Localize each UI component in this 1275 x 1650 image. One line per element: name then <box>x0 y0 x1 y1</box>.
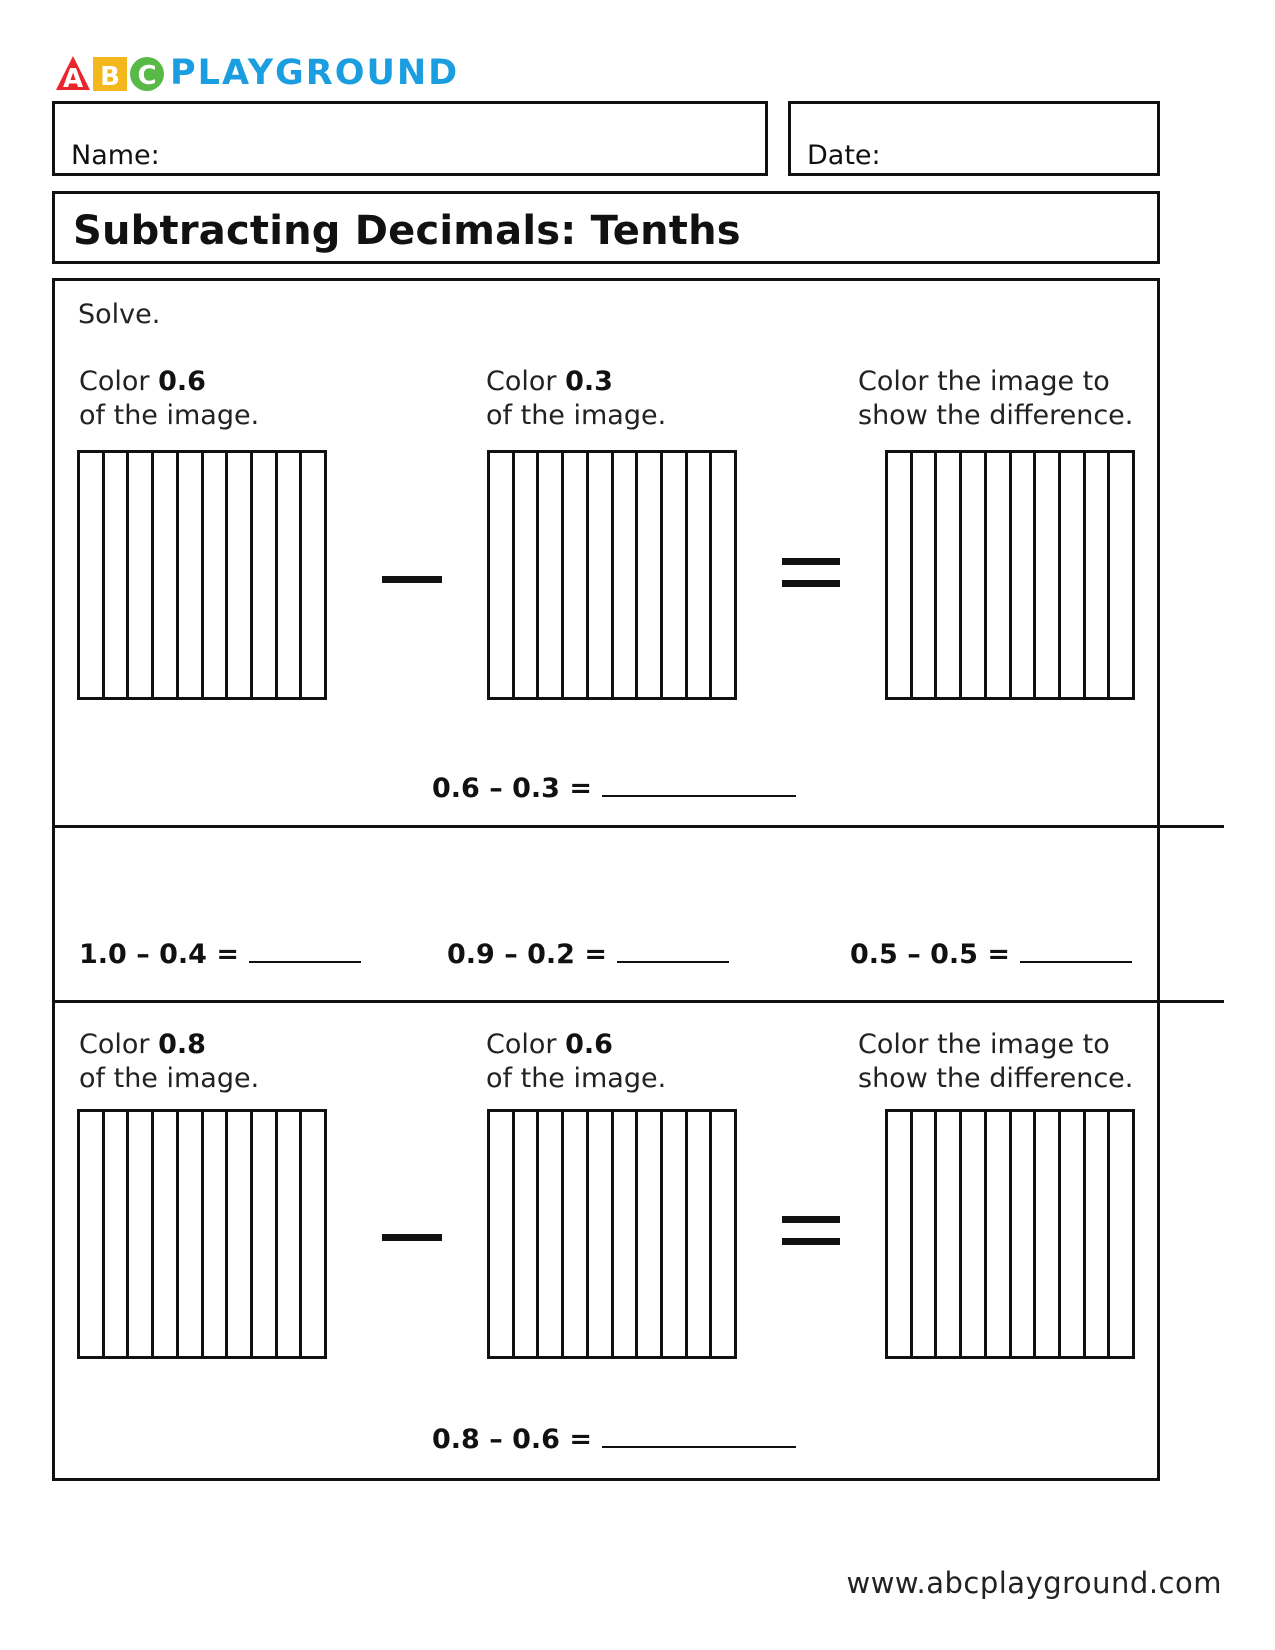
p1-equals-sign-top <box>782 558 840 565</box>
logo-b-icon <box>92 54 128 92</box>
p2-middle-value: 0.6 <box>565 1029 613 1060</box>
page-title: Subtracting Decimals: Tenths <box>73 208 741 254</box>
p1-right-label: Color the image to show the difference. <box>858 366 1134 431</box>
p2-equals-sign-top <box>782 1216 840 1223</box>
equation-2-answer-blank[interactable] <box>617 941 729 963</box>
p1-answer-blank[interactable] <box>602 775 796 797</box>
p1-equation: 0.6 – 0.3 = <box>432 773 796 804</box>
p1-tenths-grid-right[interactable] <box>885 450 1135 700</box>
p2-equals-sign-bottom <box>782 1238 840 1245</box>
p2-answer-blank[interactable] <box>602 1426 796 1448</box>
logo-c-icon <box>129 54 165 92</box>
p1-tenths-grid-middle[interactable] <box>487 450 737 700</box>
date-field[interactable] <box>788 101 1160 176</box>
equation-3: 0.5 – 0.5 = <box>850 939 1132 970</box>
section-divider-2 <box>52 1000 1224 1003</box>
abc-playground-logo <box>55 53 459 93</box>
logo-wordmark: PLAYGROUND <box>170 53 460 93</box>
p1-left-label: Color 0.6 of the image. <box>79 366 260 431</box>
p1-tenths-grid-left[interactable] <box>77 450 327 700</box>
section-divider-1 <box>52 825 1224 828</box>
p2-right-label: Color the image to show the difference. <box>858 1029 1134 1094</box>
p2-tenths-grid-right[interactable] <box>885 1109 1135 1359</box>
svg-text:B: B <box>100 62 120 92</box>
date-label: Date: <box>807 140 881 171</box>
p2-tenths-grid-left[interactable] <box>77 1109 327 1359</box>
equation-1-answer-blank[interactable] <box>249 941 361 963</box>
name-field[interactable] <box>52 101 768 176</box>
footer-url[interactable]: www.abcplayground.com <box>846 1566 1222 1600</box>
p2-tenths-grid-middle[interactable] <box>487 1109 737 1359</box>
equation-1: 1.0 – 0.4 = <box>79 939 361 970</box>
p2-equation: 0.8 – 0.6 = <box>432 1424 796 1455</box>
equation-3-answer-blank[interactable] <box>1020 941 1132 963</box>
equation-2: 0.9 – 0.2 = <box>447 939 729 970</box>
p1-middle-value: 0.3 <box>565 366 613 397</box>
title-box <box>52 191 1160 264</box>
p1-middle-label: Color 0.3 of the image. <box>486 366 667 431</box>
svg-text:C: C <box>137 61 157 91</box>
p2-minus-sign <box>382 1234 442 1241</box>
logo-a-icon <box>55 54 91 92</box>
p2-left-value: 0.8 <box>158 1029 206 1060</box>
p1-left-value: 0.6 <box>158 366 206 397</box>
name-label: Name: <box>71 140 160 171</box>
p1-equals-sign-bottom <box>782 580 840 587</box>
p2-middle-label: Color 0.6 of the image. <box>486 1029 667 1094</box>
p2-left-label: Color 0.8 of the image. <box>79 1029 260 1094</box>
p1-minus-sign <box>382 576 442 583</box>
svg-text:A: A <box>62 64 84 92</box>
instruction-text: Solve. <box>78 299 161 330</box>
